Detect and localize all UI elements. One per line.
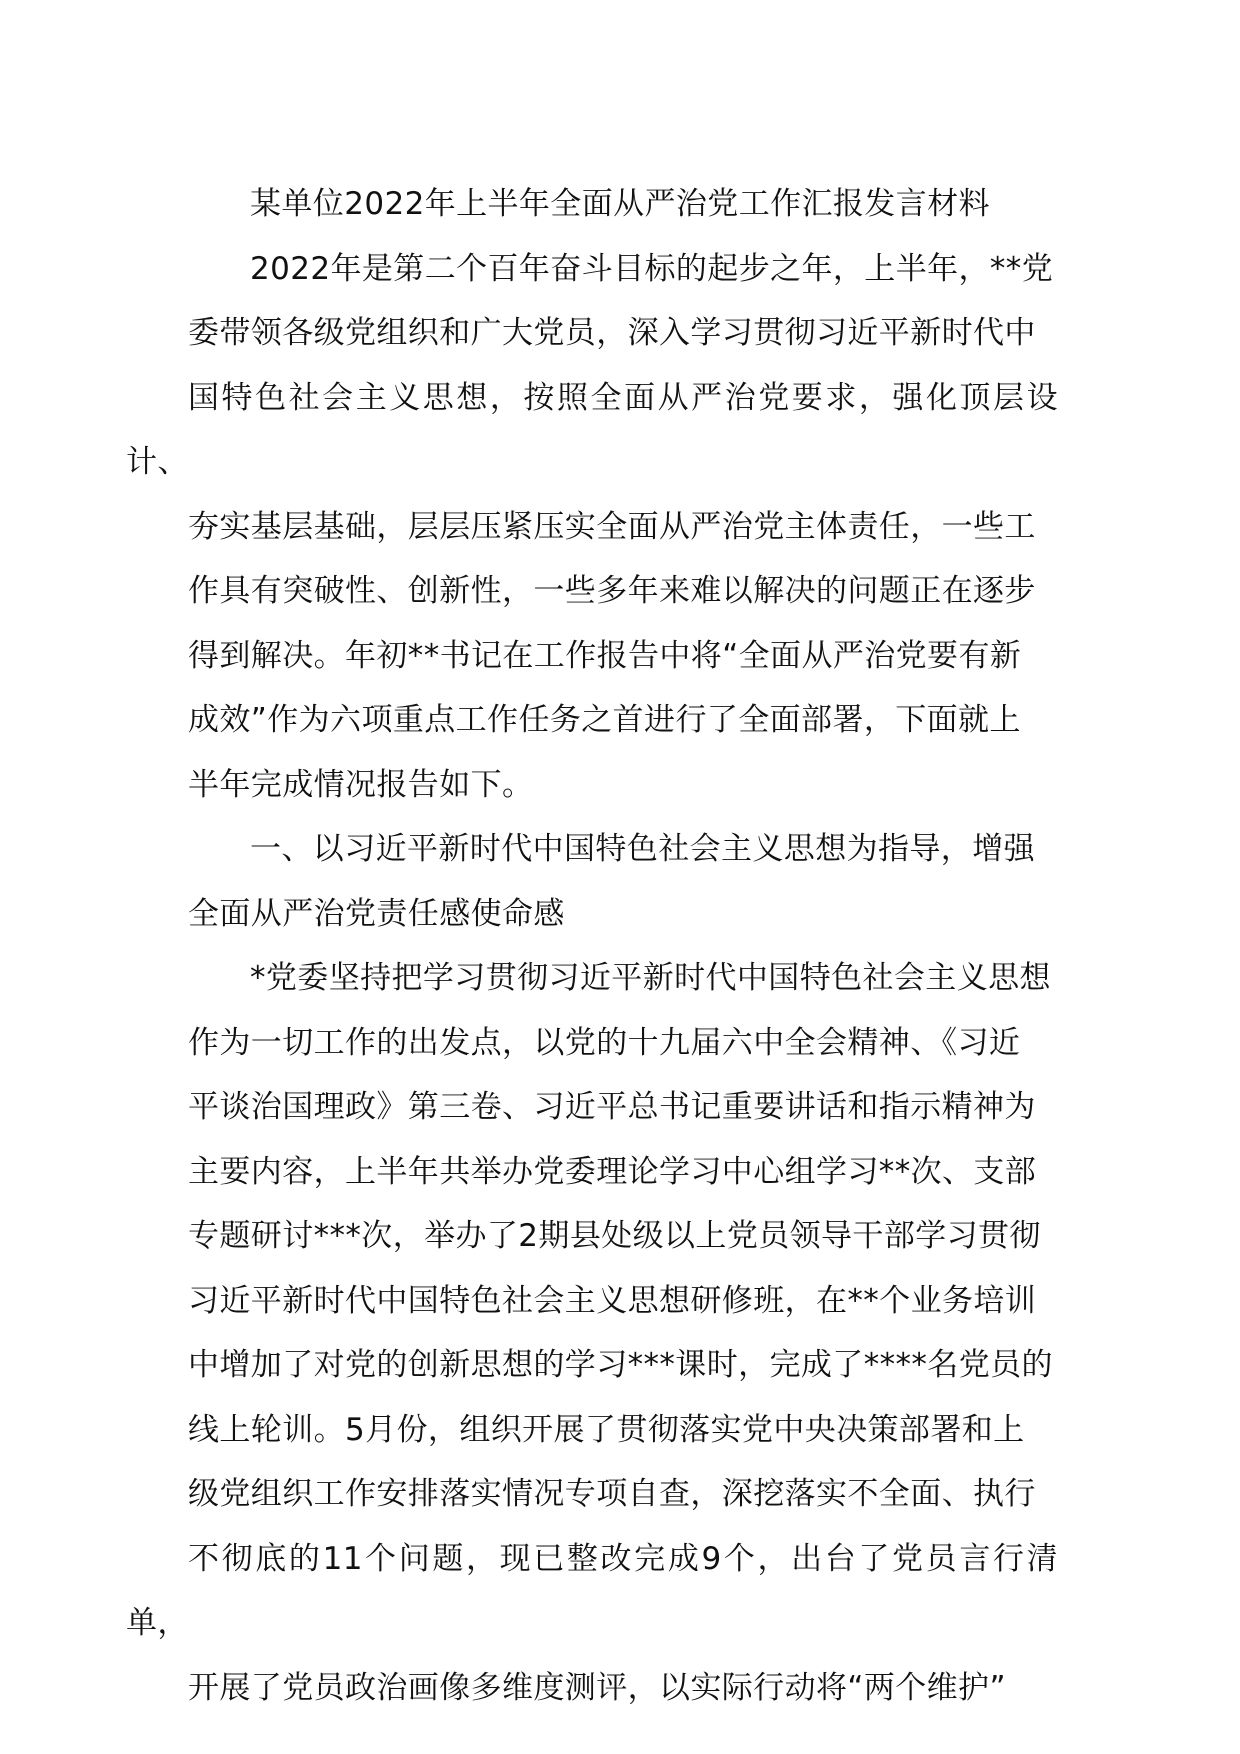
text-line: *党委坚持把学习贯彻习近平新时代中国特色社会主义思想 <box>250 960 1051 996</box>
section-heading-1 <box>188 817 1058 946</box>
text-line: 线上轮训。5月份，组织开展了贯彻落实党中央决策部署和上 <box>188 1411 1025 1448</box>
text-line: 习近平新时代中国特色社会主义思想研修班，在**个业务培训 <box>188 1282 1037 1319</box>
text-line: 平谈治国理政》第三卷、习近平总书记重要讲话和指示精神为 <box>188 1089 1036 1125</box>
text-line: 国特色社会主义思想，按照全面从严治党要求，强化顶层设计、 <box>126 379 1058 480</box>
text-line: 半年完成情况报告如下。 <box>188 766 534 803</box>
text-line: 一、以习近平新时代中国特色社会主义思想为指导，增强 <box>250 831 1035 867</box>
paragraph-intro <box>126 237 1058 818</box>
text-line: 全面从严治党责任感使命感 <box>188 895 565 932</box>
text-line: 委带领各级党组织和广大党员，深入学习贯彻习近平新时代中 <box>188 315 1036 351</box>
text-line: 中增加了对党的创新思想的学习***课时，完成了****名党员的 <box>188 1347 1053 1383</box>
text-line: 主要内容，上半年共举办党委理论学习中心组学习**次、支部 <box>188 1153 1037 1190</box>
text-line: 作为一切工作的出发点，以党的十九届六中全会精神、《习近 <box>188 1024 1021 1061</box>
paragraph-section-1 <box>126 946 1058 1720</box>
text-line: 专题研讨***次，举办了2期县处级以上党员领导干部学习贯彻 <box>188 1218 1041 1254</box>
text-line: 开展了党员政治画像多维度测评，以实际行动将“两个维护” <box>188 1669 1006 1706</box>
text-line: 级党组织工作安排落实情况专项自查，深挖落实不全面、执行 <box>188 1476 1036 1512</box>
title-text: 某单位2022年上半年全面从严治党工作汇报发言材料 <box>250 186 990 222</box>
text-line: 不彻底的11个问题，现已整改完成9个，出台了党员言行清单， <box>126 1540 1058 1641</box>
text-line: 2022年是第二个百年奋斗目标的起步之年，上半年，**党 <box>250 250 1054 287</box>
document-body <box>126 172 1058 1720</box>
text-line: 夯实基层基础，层层压紧压实全面从严治党主体责任，一些工 <box>188 508 1036 545</box>
text-line: 作具有突破性、创新性，一些多年来难以解决的问题正在逐步 <box>188 573 1036 609</box>
document-title <box>188 172 1058 237</box>
text-line: 成效”作为六项重点工作任务之首进行了全面部署，下面就上 <box>188 702 1021 738</box>
text-line: 得到解决。年初**书记在工作报告中将“全面从严治党要有新 <box>188 637 1022 674</box>
